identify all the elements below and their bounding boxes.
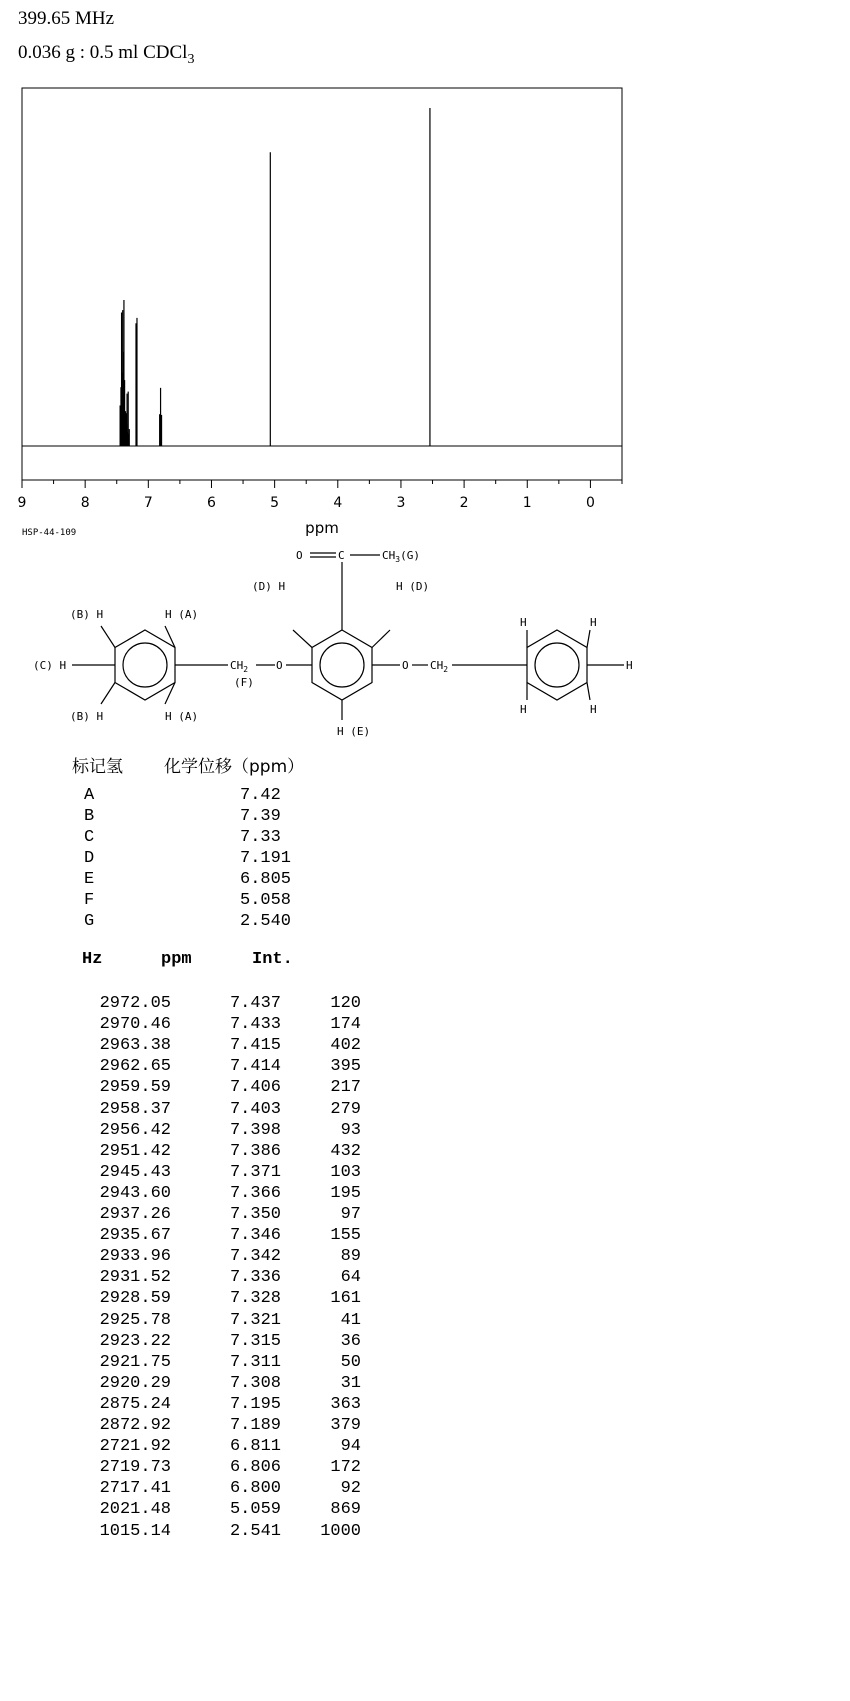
peak-cell-hz: 2972.05	[99, 994, 171, 1013]
peak-table-row	[55, 1099, 361, 1121]
peak-table-row	[55, 1289, 361, 1310]
peak-table-row	[55, 1205, 361, 1226]
peak-cell-int: 217	[330, 1078, 361, 1098]
x-axis-tick-label: 1	[522, 495, 532, 511]
label-dh-left: (D) H	[252, 580, 286, 593]
x-axis-tick-label: 4	[333, 495, 343, 511]
x-axis-tick-label: 5	[270, 495, 280, 511]
peak-table-row	[55, 1521, 361, 1543]
peak-cell-ppm: 7.189	[229, 1416, 281, 1435]
peak-cell-hz: 2945.43	[99, 1162, 171, 1182]
x-axis-ticks	[22, 480, 622, 488]
peak-cell-hz: 2962.65	[99, 1057, 171, 1077]
peak-cell-int: 103	[330, 1162, 361, 1182]
peak-cell-ppm: 7.350	[229, 1205, 281, 1224]
shift-row-value: 7.42	[240, 786, 281, 805]
x-axis-tick-label: 6	[207, 495, 216, 511]
peak-cell-int: 363	[330, 1394, 361, 1414]
label-ch3: $CH_3(G)$	[382, 549, 420, 564]
right-ring-bonds	[497, 630, 624, 700]
peak-cell-ppm: 7.342	[229, 1247, 281, 1267]
peak-cell-ppm: 7.346	[229, 1226, 281, 1246]
shift-row-label: C	[84, 828, 95, 847]
label-h-ring-top-right: H	[590, 616, 597, 629]
peak-cell-ppm: 6.800	[229, 1479, 281, 1499]
plot-frame	[22, 88, 622, 480]
peak-table-row	[55, 1268, 361, 1289]
peak-cell-hz: 1015.14	[99, 1521, 171, 1541]
peak-cell-hz: 2958.37	[99, 1099, 171, 1119]
peak-table-row	[55, 1141, 361, 1163]
label-h-ring-top-left: H	[520, 616, 527, 629]
shift-row-label: D	[84, 849, 95, 868]
peak-cell-ppm: 6.806	[229, 1458, 281, 1478]
peak-cell-ppm: 7.328	[229, 1289, 281, 1309]
label-o-right: O	[402, 659, 409, 672]
label-ch: (C) H	[33, 659, 67, 672]
label-c-carbonyl: C	[338, 549, 345, 562]
x-axis-tick-label: 8	[80, 495, 90, 511]
x-axis-tick-label: 3	[396, 495, 406, 511]
peak-cell-ppm: 7.195	[229, 1394, 281, 1414]
peak-cell-int: 64	[340, 1268, 361, 1288]
peak-table-row	[55, 1036, 361, 1057]
nmr-spectrum-chart	[0, 80, 850, 540]
peak-cell-ppm: 7.437	[229, 994, 281, 1013]
peak-cell-ppm: 7.398	[229, 1120, 281, 1140]
peak-cell-ppm: 7.406	[229, 1078, 281, 1098]
peak-cell-ppm: 7.308	[229, 1373, 281, 1393]
shift-table-header-shift: 化学位移（ppm）	[164, 757, 305, 777]
peak-table-row	[55, 1310, 361, 1332]
peak-cell-ppm: 7.386	[229, 1141, 281, 1161]
peak-table-row	[55, 1352, 361, 1374]
right-benzene-ring	[527, 630, 587, 700]
x-axis-tick-label: 7	[143, 495, 153, 511]
x-axis-tick-label: 0	[585, 495, 595, 511]
peak-cell-int: 379	[330, 1416, 361, 1435]
peak-cell-hz: 2021.48	[99, 1500, 171, 1520]
label-o-left: O	[276, 659, 283, 672]
peak-cell-int: 279	[330, 1099, 361, 1119]
carbonyl-bonds	[310, 553, 380, 590]
peak-cell-ppm: 7.336	[229, 1268, 281, 1288]
peak-table-row	[55, 1373, 361, 1395]
label-h-ring-para: H	[626, 659, 633, 672]
label-ha-top: H (A)	[165, 608, 199, 621]
sample-code: HSP-44-109	[22, 528, 77, 538]
peak-cell-hz: 2931.52	[99, 1268, 171, 1288]
peak-cell-hz: 2933.96	[99, 1247, 171, 1267]
peak-table-row	[55, 1500, 361, 1521]
peak-cell-int: 50	[340, 1352, 361, 1372]
peak-cell-int: 36	[340, 1331, 361, 1351]
sample-concentration-subscript: 3	[187, 51, 195, 67]
peak-cell-int: 31	[340, 1373, 361, 1393]
peak-cell-hz: 2970.46	[99, 1015, 171, 1035]
peak-table-header-hz: Hz	[82, 950, 103, 969]
peak-table-row	[55, 1416, 361, 1437]
spectrometer-frequency: 399.65 MHz	[18, 8, 115, 29]
label-bh-bottom: (B) H	[70, 710, 104, 723]
left-benzene-ring	[115, 630, 175, 700]
peak-cell-ppm: 6.811	[229, 1437, 281, 1457]
shift-row-value: 7.33	[240, 828, 281, 847]
peak-cell-int: 402	[330, 1036, 361, 1056]
shift-row-value: 7.191	[240, 849, 292, 868]
shift-row-label: F	[84, 891, 95, 910]
peak-cell-hz: 2956.42	[99, 1120, 171, 1140]
peak-cell-hz: 2921.75	[99, 1352, 171, 1372]
peak-cell-hz: 2923.22	[99, 1331, 171, 1351]
sample-concentration-main: 0.036 g : 0.5 ml CDCl	[18, 42, 188, 63]
peak-cell-int: 89	[340, 1247, 361, 1267]
x-axis-tick-label: 9	[17, 495, 27, 511]
peak-table-row	[55, 1226, 361, 1247]
shift-table-header-label: 标记氢	[72, 757, 123, 777]
shift-row-label: G	[84, 912, 95, 931]
x-axis-tick-label: 2	[459, 495, 469, 511]
peak-cell-hz: 2717.41	[99, 1479, 171, 1499]
peak-table-row	[55, 1078, 361, 1099]
peak-cell-ppm: 7.414	[229, 1057, 281, 1077]
peak-table-row	[55, 1015, 361, 1036]
peak-cell-ppm: 7.415	[229, 1036, 281, 1056]
peak-cell-hz: 2925.78	[99, 1310, 171, 1330]
peak-cell-int: 155	[330, 1226, 361, 1246]
peak-cell-int: 395	[330, 1057, 361, 1077]
peak-cell-ppm: 2.541	[229, 1521, 281, 1541]
peak-cell-ppm: 7.315	[229, 1331, 281, 1351]
label-hd-right: H (D)	[396, 580, 430, 593]
peak-cell-hz: 2872.92	[99, 1416, 171, 1435]
peak-cell-int: 41	[340, 1310, 361, 1330]
label-o-carbonyl: O	[296, 549, 303, 562]
peak-cell-hz: 2943.60	[99, 1183, 171, 1203]
shift-row-label: E	[84, 870, 95, 889]
peak-cell-int: 120	[330, 994, 361, 1013]
shift-row-value: 2.540	[240, 912, 292, 931]
peak-table-row	[55, 1394, 361, 1416]
label-f: (F)	[234, 676, 254, 689]
peak-table-row	[55, 1247, 361, 1268]
peak-table-row	[55, 1120, 361, 1142]
peak-table-row	[55, 1458, 361, 1479]
peak-cell-hz: 2875.24	[99, 1394, 171, 1414]
peak-cell-ppm: 7.311	[229, 1352, 281, 1372]
peak-cell-int: 1000	[320, 1521, 361, 1541]
peak-cell-int: 172	[330, 1458, 361, 1478]
spectrum-peaks	[120, 108, 430, 446]
peak-cell-int: 92	[340, 1479, 361, 1499]
peak-table-row	[55, 1183, 361, 1205]
shift-row-label: B	[84, 807, 95, 826]
peak-table-row	[55, 1057, 361, 1078]
peak-cell-ppm: 7.366	[229, 1183, 281, 1203]
shift-row-label: A	[84, 786, 95, 805]
peak-cell-hz: 2935.67	[99, 1226, 171, 1246]
peak-cell-hz: 2951.42	[99, 1141, 171, 1161]
peak-cell-ppm: 7.321	[229, 1310, 281, 1330]
peak-cell-hz: 2719.73	[99, 1458, 171, 1478]
label-ch2-left: $CH_2$	[230, 659, 249, 674]
peak-cell-ppm: 7.433	[229, 1015, 281, 1035]
shift-row-value: 7.39	[240, 807, 281, 826]
label-h-ring-bottom-left: H	[520, 703, 527, 716]
peak-table-row	[55, 1162, 361, 1184]
sample-concentration	[18, 42, 194, 68]
central-ring-bonds	[286, 510, 497, 720]
molecule-structure	[0, 510, 850, 750]
label-h-ring-bottom-right: H	[590, 703, 597, 716]
peak-cell-int: 195	[330, 1183, 361, 1203]
peak-cell-int: 94	[340, 1437, 361, 1457]
peak-table-row	[55, 994, 361, 1015]
peak-cell-hz: 2959.59	[99, 1078, 171, 1098]
peak-cell-int: 93	[340, 1120, 361, 1140]
peak-table-row	[55, 1437, 361, 1458]
peak-cell-hz: 2721.92	[99, 1437, 171, 1457]
peak-cell-hz: 2920.29	[99, 1373, 171, 1393]
x-axis-tick-labels	[18, 495, 595, 511]
peak-cell-int: 869	[330, 1500, 361, 1520]
label-bh-top: (B) H	[70, 608, 104, 621]
peak-cell-int: 97	[340, 1205, 361, 1224]
peak-table-row	[55, 1331, 361, 1353]
peak-table-header-int: Int.	[252, 950, 293, 969]
label-he: H (E)	[337, 725, 371, 738]
peak-cell-hz: 2928.59	[99, 1289, 171, 1309]
label-ch2-right: $CH_2$	[430, 659, 449, 674]
x-axis-label: ppm	[305, 519, 339, 537]
peak-cell-int: 161	[330, 1289, 361, 1309]
shift-row-value: 6.805	[240, 870, 292, 889]
peak-cell-ppm: 7.371	[229, 1162, 281, 1182]
peak-table-header-ppm: ppm	[161, 950, 192, 969]
shift-row-value: 5.058	[240, 891, 292, 910]
peak-cell-ppm: 7.403	[229, 1099, 281, 1119]
peak-cell-ppm: 5.059	[229, 1500, 281, 1520]
peak-cell-hz: 2963.38	[99, 1036, 171, 1056]
peak-cell-int: 174	[330, 1015, 361, 1035]
central-benzene-ring	[312, 630, 372, 700]
peak-cell-int: 432	[330, 1141, 361, 1161]
peak-table-row	[55, 1479, 361, 1500]
peak-cell-hz: 2937.26	[99, 1205, 171, 1224]
label-ha-bottom: H (A)	[165, 710, 199, 723]
